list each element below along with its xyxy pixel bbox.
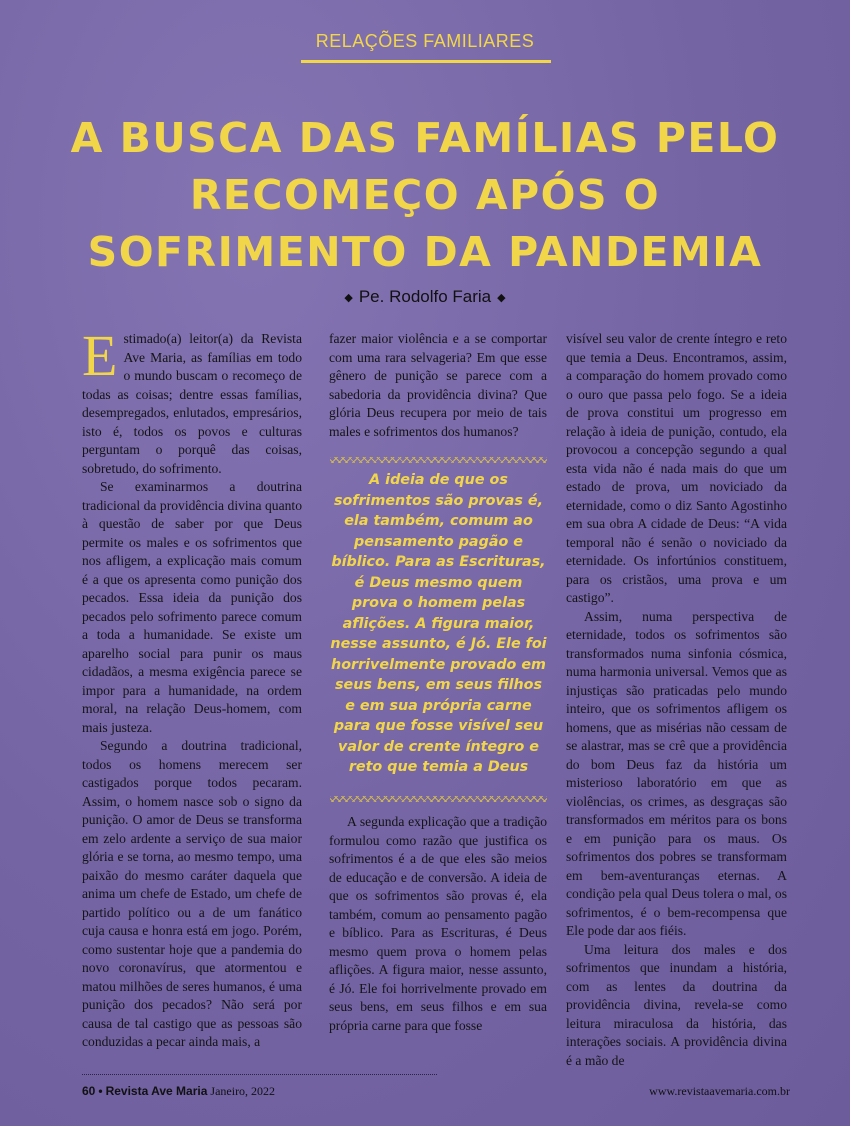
paragraph-3: Segundo a doutrina tradicional, todos os homens merecem ser castigados porque todos pecaram. Assim, o homem nasce sob o signo da punição. O amor de Deus se transforma em zelo ardente a serviço de sua maior glória e se torna, ao mesmo tempo, uma paixão do mesmo caráter daquela que anima um chefe de Estado, um chefe de partido político ou a de um fanático cuja causa e honra está em jogo. Porém, como sustentar hoje que a pandemia do novo coronavírus, que atormentou e matou milhões de seres humanos, é uma punição dos pecados? Não será por causa de tal castigo que as pessoas são conduzidas a pecar ainda mais, a xyxy=(82,738,302,1049)
paragraph-1 xyxy=(82,323,302,478)
article-column-1 xyxy=(82,323,302,1052)
footer-website[interactable]: www.revistaavemaria.com.br xyxy=(649,1084,790,1098)
column-2-top-text: fazer maior violência e a se comportar com uma rara selvageria? Em que esse gênero de punição se parece com a sabedoria da providência divina? Que glória Deus recupera por meio de tais males e sofrimentos dos humanos? xyxy=(329,331,547,439)
issue-date: Janeiro, 2022 xyxy=(210,1084,276,1098)
section-underline xyxy=(301,60,551,63)
byline xyxy=(0,287,850,307)
author-name: Pe. Rodolfo Faria xyxy=(358,287,492,306)
pull-quote-text: A ideia de que os sofrimentos são provas é, ela também, comum ao pensamento pagão e bíblico. Para as Escrituras, é Deus mesmo quem prova o homem pelas aflições. A figura maior, nesse assunto, é Jó. Ele foi horrivelmente provado em seus bens, em seus filhos e em sua própria carne para que fosse visível seu valor de crente íntegro e reto que temia a Deus xyxy=(330,472,547,775)
paragraph-2: Se examinarmos a doutrina tradicional da providência divina quanto à questão de saber por que Deus permite os males e os sofrimentos que nos afligem, a explicação mais comum é a que os apresenta como punição dos pecados. Essa ideia da punição dos pecados pelo sofrimento parece comum a toda a humanidade. Se existe um aparelho social para punir os maus cidadãos, a mesma exigência parece se impor para a humanidade, na ordem moral, na relação Deus-homem, com mais justeza. xyxy=(82,479,302,735)
article-column-2-top xyxy=(329,330,547,441)
footer-rule xyxy=(82,1074,437,1075)
diamond-right-icon: ◆ xyxy=(497,292,506,305)
pull-quote xyxy=(330,466,547,788)
article-title: A BUSCA DAS FAMÍLIAS PELO RECOMEÇO APÓS O SOFRIMENTO DA PANDEMIA xyxy=(70,114,780,276)
column-3-paragraph-2: Assim, numa perspectiva de eternidade, todos os sofrimentos são transformados numa sinfonia cósmica, numa harmonia universal. Vemos que as injustiças são praticadas pelo mundo inteiro, que os sofrimentos afligem os homens, que as misérias não cessam de se alastrar, mas se crê que a providência do bom Deus faz da história um misterioso laboratório em que as violências, os crimes, as desgraças são transformados em méritos para os bons e em punição para os maus. Os sofrimentos dos pobres se transformam em bem-aventuranças eternas. A condição pela qual Deus tolera o mal, os sofrimentos, é o bem-recompensa que Ele pode dar aos fiéis. xyxy=(566,608,787,938)
pull-quote-border-top xyxy=(330,457,547,463)
column-2-bottom-text: A segunda explicação que a tradição formulou como razão que justifica os sofrimentos é a de que eles são meios de educação e de conversão. A ideia de que os sofrimentos são provas é, ela também, comum ao pensamento pagão e bíblico. Para as Escrituras, é Deus mesmo quem prova o homem pelas aflições. A figura maior, nesse assunto, é Jó. Ele foi horrivelmente provado em seus bens, em seus filhos e em sua própria carne para que fosse xyxy=(329,814,547,1033)
column-3-paragraph-3: Uma leitura dos males e dos sofrimentos que inundam a história, com as lentes da doutrina da providência divina, revela-se como leitura miraculosa da história, das interações sociais. A providência divina é a mão de xyxy=(566,941,787,1068)
column-3-paragraph-1: visível seu valor de crente íntegro e reto que temia a Deus. Encontramos, assim, a comparação do homem provado como o ouro que passa pelo fogo. Se a ideia de prova constitui um progresso em relação à ideia de punição, contudo, ela provocou a concepção segundo a qual esta vida não é nada mais do que um estado de prova, um noviciado da eternidade, como o diz Santo Agostinho em sua obra A cidade de Deus: “A vida temporal não é senão o noviciado da eternidade. Os infortúnios constituem, para os cristãos, uma prova e um castigo”. xyxy=(566,331,787,605)
paragraph-1-text: stimado(a) leitor(a) da Revista Ave Maria, as famílias em todo o mundo buscam o recomeço de todas as coisas; dentre essas famílias, desempregados, enlutados, empresários, isto é, todos os povos e culturas perguntam o porquê das coisas, sobretudo, do sofrimento. xyxy=(82,331,302,476)
page-number: 60 xyxy=(82,1084,96,1098)
pull-quote-border-bottom xyxy=(330,796,547,802)
magazine-name: Revista Ave Maria xyxy=(105,1084,208,1098)
article-column-3 xyxy=(566,330,787,1070)
footer-left xyxy=(82,1084,275,1099)
article-column-2-bottom xyxy=(329,813,547,1035)
drop-cap: E xyxy=(82,323,118,388)
section-label: RELAÇÕES FAMILIARES xyxy=(315,31,535,51)
diamond-left-icon: ◆ xyxy=(344,292,353,305)
footer-bullet: • xyxy=(98,1084,103,1098)
